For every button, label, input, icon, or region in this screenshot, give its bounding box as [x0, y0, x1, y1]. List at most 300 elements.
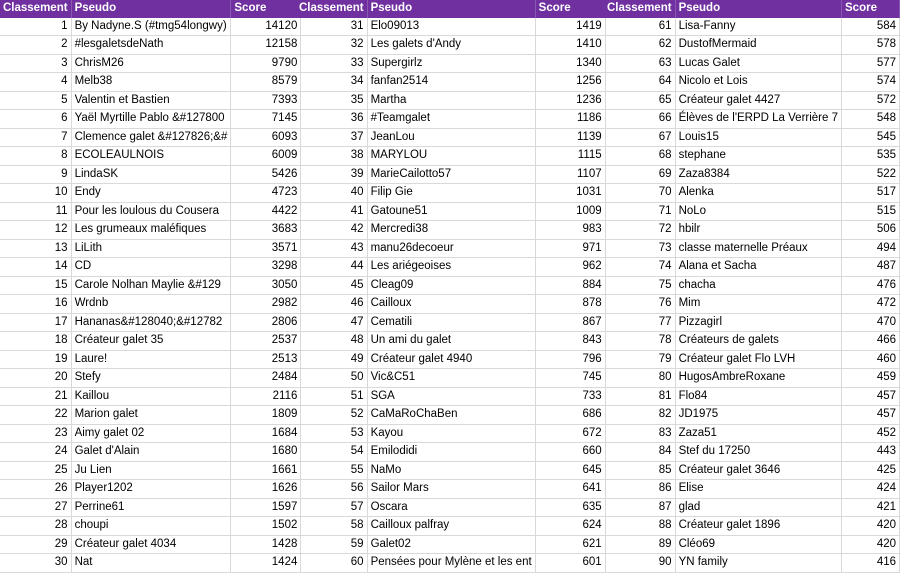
score-cell[interactable]: 9790	[231, 54, 301, 73]
score-cell[interactable]: 3050	[231, 276, 301, 295]
pseudo-cell[interactable]: ChrisM26	[71, 54, 231, 73]
rank-cell[interactable]: 8	[0, 147, 71, 166]
rank-cell[interactable]: 35	[296, 91, 367, 110]
pseudo-cell[interactable]: choupi	[71, 517, 231, 536]
table-row	[0, 313, 301, 332]
score-cell[interactable]: 574	[842, 73, 900, 92]
rank-cell[interactable]: 77	[604, 313, 675, 332]
rank-cell[interactable]: 3	[0, 54, 71, 73]
score-cell[interactable]: 1597	[231, 498, 301, 517]
score-cell[interactable]: 572	[842, 91, 900, 110]
score-cell[interactable]: 1424	[231, 554, 301, 573]
rank-cell[interactable]: 15	[0, 276, 71, 295]
rank-cell[interactable]: 58	[296, 517, 367, 536]
score-cell[interactable]: 476	[842, 276, 900, 295]
rank-cell[interactable]: 26	[0, 480, 71, 499]
rank-cell[interactable]: 32	[296, 36, 367, 55]
table-row	[0, 258, 301, 277]
rank-cell[interactable]: 88	[604, 517, 675, 536]
score-cell[interactable]: 466	[842, 332, 900, 351]
rank-cell[interactable]: 80	[604, 369, 675, 388]
pseudo-cell[interactable]: Pizzagirl	[675, 313, 841, 332]
rank-cell[interactable]: 24	[0, 443, 71, 462]
pseudo-cell[interactable]: Carole Nolhan Maylie &#129	[71, 276, 231, 295]
rank-cell[interactable]: 90	[604, 554, 675, 573]
rank-cell[interactable]: 30	[0, 554, 71, 573]
rank-cell[interactable]: 36	[296, 110, 367, 129]
score-cell[interactable]: 517	[842, 184, 900, 203]
score-cell[interactable]: 1186	[535, 110, 605, 129]
score-cell[interactable]: 3571	[231, 239, 301, 258]
score-cell[interactable]: 578	[842, 36, 900, 55]
score-cell[interactable]: 1236	[535, 91, 605, 110]
rank-cell[interactable]: 86	[604, 480, 675, 499]
score-cell[interactable]: 472	[842, 295, 900, 314]
rank-cell[interactable]: 48	[296, 332, 367, 351]
rank-cell[interactable]: 13	[0, 239, 71, 258]
pseudo-cell[interactable]: Galet02	[367, 535, 535, 554]
column-header-score[interactable]: Score	[842, 0, 900, 18]
rank-cell[interactable]: 12	[0, 221, 71, 240]
rank-cell[interactable]: 42	[296, 221, 367, 240]
score-cell[interactable]: 2484	[231, 369, 301, 388]
rank-cell[interactable]: 10	[0, 184, 71, 203]
header-row	[296, 0, 605, 18]
pseudo-cell[interactable]: HugosAmbreRoxane	[675, 369, 841, 388]
table-row	[0, 332, 301, 351]
rank-cell[interactable]: 5	[0, 91, 71, 110]
pseudo-cell[interactable]: Créateurs de galets	[675, 332, 841, 351]
pseudo-cell[interactable]: Zaza8384	[675, 165, 841, 184]
pseudo-cell[interactable]: Ju Lien	[71, 461, 231, 480]
pseudo-cell[interactable]: Kayou	[367, 424, 535, 443]
pseudo-cell[interactable]: manu26decoeur	[367, 239, 535, 258]
table-row	[604, 406, 900, 425]
rank-cell[interactable]: 28	[0, 517, 71, 536]
score-cell[interactable]: 460	[842, 350, 900, 369]
pseudo-cell[interactable]: Pour les loulous du Cousera	[71, 202, 231, 221]
pseudo-cell[interactable]: Elise	[675, 480, 841, 499]
pseudo-cell[interactable]: stephane	[675, 147, 841, 166]
rank-cell[interactable]: 76	[604, 295, 675, 314]
column-header-pseudo[interactable]: Pseudo	[675, 0, 841, 18]
pseudo-cell[interactable]: Galet d'Alain	[71, 443, 231, 462]
rank-cell[interactable]: 85	[604, 461, 675, 480]
rank-cell[interactable]: 82	[604, 406, 675, 425]
score-cell[interactable]: 420	[842, 535, 900, 554]
pseudo-cell[interactable]: Wrdnb	[71, 295, 231, 314]
score-cell[interactable]: 1115	[535, 147, 605, 166]
rank-cell[interactable]: 87	[604, 498, 675, 517]
score-cell[interactable]: 522	[842, 165, 900, 184]
rank-cell[interactable]: 83	[604, 424, 675, 443]
pseudo-cell[interactable]: JD1975	[675, 406, 841, 425]
pseudo-cell[interactable]: Nicolo et Lois	[675, 73, 841, 92]
pseudo-cell[interactable]: Cléo69	[675, 535, 841, 554]
score-cell[interactable]: 1340	[535, 54, 605, 73]
pseudo-cell[interactable]: Stef du 17250	[675, 443, 841, 462]
pseudo-cell[interactable]: Pensées pour Mylène et les ent	[367, 554, 535, 573]
pseudo-cell[interactable]: Louis15	[675, 128, 841, 147]
pseudo-cell[interactable]: MARYLOU	[367, 147, 535, 166]
pseudo-cell[interactable]: Un ami du galet	[367, 332, 535, 351]
rank-cell[interactable]: 20	[0, 369, 71, 388]
pseudo-cell[interactable]: Créateur galet 3646	[675, 461, 841, 480]
pseudo-cell[interactable]: Martha	[367, 91, 535, 110]
table-row	[296, 276, 605, 295]
score-cell[interactable]: 796	[535, 350, 605, 369]
pseudo-cell[interactable]: Cailloux	[367, 295, 535, 314]
score-cell[interactable]: 1626	[231, 480, 301, 499]
pseudo-cell[interactable]: Laure!	[71, 350, 231, 369]
rank-cell[interactable]: 18	[0, 332, 71, 351]
rank-cell[interactable]: 37	[296, 128, 367, 147]
score-cell[interactable]: 1031	[535, 184, 605, 203]
rank-cell[interactable]: 49	[296, 350, 367, 369]
pseudo-cell[interactable]: Endy	[71, 184, 231, 203]
score-cell[interactable]: 548	[842, 110, 900, 129]
pseudo-cell[interactable]: Perrine61	[71, 498, 231, 517]
table-row	[604, 165, 900, 184]
score-cell[interactable]: 577	[842, 54, 900, 73]
pseudo-cell[interactable]: JeanLou	[367, 128, 535, 147]
pseudo-cell[interactable]: chacha	[675, 276, 841, 295]
rank-cell[interactable]: 2	[0, 36, 71, 55]
score-cell[interactable]: 506	[842, 221, 900, 240]
rank-cell[interactable]: 31	[296, 18, 367, 36]
pseudo-cell[interactable]: Gatoune51	[367, 202, 535, 221]
score-cell[interactable]: 424	[842, 480, 900, 499]
table-row	[604, 535, 900, 554]
score-cell[interactable]: 2537	[231, 332, 301, 351]
score-cell[interactable]: 1680	[231, 443, 301, 462]
pseudo-cell[interactable]: Cleag09	[367, 276, 535, 295]
rank-cell[interactable]: 6	[0, 110, 71, 129]
pseudo-cell[interactable]: LindaSK	[71, 165, 231, 184]
rank-cell[interactable]: 29	[0, 535, 71, 554]
rank-cell[interactable]: 67	[604, 128, 675, 147]
pseudo-cell[interactable]: Alana et Sacha	[675, 258, 841, 277]
rank-cell[interactable]: 16	[0, 295, 71, 314]
score-cell[interactable]: 962	[535, 258, 605, 277]
table-row	[604, 276, 900, 295]
rank-cell[interactable]: 78	[604, 332, 675, 351]
column-header-rank[interactable]: Classement	[296, 0, 367, 18]
pseudo-cell[interactable]: glad	[675, 498, 841, 517]
rank-cell[interactable]: 65	[604, 91, 675, 110]
rank-cell[interactable]: 47	[296, 313, 367, 332]
rank-cell[interactable]: 60	[296, 554, 367, 573]
rank-cell[interactable]: 46	[296, 295, 367, 314]
score-cell[interactable]: 584	[842, 18, 900, 36]
table-row	[0, 73, 301, 92]
score-cell[interactable]: 2982	[231, 295, 301, 314]
score-cell[interactable]: 1256	[535, 73, 605, 92]
pseudo-cell[interactable]: Aimy galet 02	[71, 424, 231, 443]
score-cell[interactable]: 635	[535, 498, 605, 517]
score-cell[interactable]: 1139	[535, 128, 605, 147]
score-cell[interactable]: 601	[535, 554, 605, 573]
rank-cell[interactable]: 89	[604, 535, 675, 554]
score-cell[interactable]: 686	[535, 406, 605, 425]
pseudo-cell[interactable]: Lisa-Fanny	[675, 18, 841, 36]
pseudo-cell[interactable]: Zaza51	[675, 424, 841, 443]
score-cell[interactable]: 3683	[231, 221, 301, 240]
rank-cell[interactable]: 34	[296, 73, 367, 92]
column-header-score[interactable]: Score	[231, 0, 301, 18]
table-row	[0, 110, 301, 129]
rank-cell[interactable]: 71	[604, 202, 675, 221]
rank-cell[interactable]: 69	[604, 165, 675, 184]
rank-cell[interactable]: 27	[0, 498, 71, 517]
rank-cell[interactable]: 64	[604, 73, 675, 92]
pseudo-cell[interactable]: Les grumeaux maléfiques	[71, 221, 231, 240]
table-row	[604, 443, 900, 462]
score-cell[interactable]: 1410	[535, 36, 605, 55]
pseudo-cell[interactable]: DustofMermaid	[675, 36, 841, 55]
rank-cell[interactable]: 17	[0, 313, 71, 332]
pseudo-cell[interactable]: Créateur galet 4940	[367, 350, 535, 369]
table-row	[0, 480, 301, 499]
rank-cell[interactable]: 56	[296, 480, 367, 499]
rank-cell[interactable]: 62	[604, 36, 675, 55]
pseudo-cell[interactable]: Les ariégeoises	[367, 258, 535, 277]
score-cell[interactable]: 416	[842, 554, 900, 573]
score-cell[interactable]: 420	[842, 517, 900, 536]
rank-cell[interactable]: 66	[604, 110, 675, 129]
pseudo-cell[interactable]: NaMo	[367, 461, 535, 480]
rank-cell[interactable]: 39	[296, 165, 367, 184]
pseudo-cell[interactable]: Clemence galet &#127826;&#	[71, 128, 231, 147]
score-cell[interactable]: 6009	[231, 147, 301, 166]
pseudo-cell[interactable]: Oscara	[367, 498, 535, 517]
score-cell[interactable]: 5426	[231, 165, 301, 184]
pseudo-cell[interactable]: MarieCailotto57	[367, 165, 535, 184]
pseudo-cell[interactable]: Créateur galet 4427	[675, 91, 841, 110]
pseudo-cell[interactable]: #Teamgalet	[367, 110, 535, 129]
pseudo-cell[interactable]: Cematili	[367, 313, 535, 332]
pseudo-cell[interactable]: LiLith	[71, 239, 231, 258]
score-cell[interactable]: 660	[535, 443, 605, 462]
score-cell[interactable]: 843	[535, 332, 605, 351]
score-cell[interactable]: 12158	[231, 36, 301, 55]
pseudo-cell[interactable]: Créateur galet Flo LVH	[675, 350, 841, 369]
rank-cell[interactable]: 75	[604, 276, 675, 295]
pseudo-cell[interactable]: Supergirlz	[367, 54, 535, 73]
pseudo-cell[interactable]: Créateur galet 4034	[71, 535, 231, 554]
rank-cell[interactable]: 33	[296, 54, 367, 73]
rank-cell[interactable]: 22	[0, 406, 71, 425]
score-cell[interactable]: 1809	[231, 406, 301, 425]
pseudo-cell[interactable]: Emilodidi	[367, 443, 535, 462]
pseudo-cell[interactable]: fanfan2514	[367, 73, 535, 92]
rank-cell[interactable]: 55	[296, 461, 367, 480]
table-row	[0, 54, 301, 73]
rank-cell[interactable]: 41	[296, 202, 367, 221]
rank-cell[interactable]: 81	[604, 387, 675, 406]
pseudo-cell[interactable]: Alenka	[675, 184, 841, 203]
table-row	[296, 350, 605, 369]
score-cell[interactable]: 4422	[231, 202, 301, 221]
rank-cell[interactable]: 40	[296, 184, 367, 203]
table-row	[296, 535, 605, 554]
score-cell[interactable]: 1684	[231, 424, 301, 443]
column-header-pseudo[interactable]: Pseudo	[367, 0, 535, 18]
rank-cell[interactable]: 1	[0, 18, 71, 36]
score-cell[interactable]: 443	[842, 443, 900, 462]
pseudo-cell[interactable]: Vic&C51	[367, 369, 535, 388]
score-cell[interactable]: 8579	[231, 73, 301, 92]
rank-cell[interactable]: 84	[604, 443, 675, 462]
rank-cell[interactable]: 38	[296, 147, 367, 166]
score-cell[interactable]: 1428	[231, 535, 301, 554]
rank-cell[interactable]: 72	[604, 221, 675, 240]
pseudo-cell[interactable]: Stefy	[71, 369, 231, 388]
score-cell[interactable]: 971	[535, 239, 605, 258]
rank-cell[interactable]: 19	[0, 350, 71, 369]
rank-cell[interactable]: 23	[0, 424, 71, 443]
rank-cell[interactable]: 25	[0, 461, 71, 480]
score-cell[interactable]: 672	[535, 424, 605, 443]
rank-cell[interactable]: 11	[0, 202, 71, 221]
pseudo-cell[interactable]: classe maternelle Préaux	[675, 239, 841, 258]
score-cell[interactable]: 515	[842, 202, 900, 221]
score-cell[interactable]: 2806	[231, 313, 301, 332]
rank-cell[interactable]: 53	[296, 424, 367, 443]
pseudo-cell[interactable]: Kaillou	[71, 387, 231, 406]
table-row	[0, 91, 301, 110]
pseudo-cell[interactable]: CD	[71, 258, 231, 277]
score-cell[interactable]: 2116	[231, 387, 301, 406]
column-header-rank[interactable]: Classement	[604, 0, 675, 18]
pseudo-cell[interactable]: Mim	[675, 295, 841, 314]
rank-cell[interactable]: 61	[604, 18, 675, 36]
score-cell[interactable]: 457	[842, 406, 900, 425]
score-cell[interactable]: 645	[535, 461, 605, 480]
pseudo-cell[interactable]: Cailloux palfray	[367, 517, 535, 536]
pseudo-cell[interactable]: SGA	[367, 387, 535, 406]
score-cell[interactable]: 421	[842, 498, 900, 517]
score-cell[interactable]: 983	[535, 221, 605, 240]
score-cell[interactable]: 624	[535, 517, 605, 536]
score-cell[interactable]: 14120	[231, 18, 301, 36]
rank-cell[interactable]: 59	[296, 535, 367, 554]
pseudo-cell[interactable]: Les galets d'Andy	[367, 36, 535, 55]
pseudo-cell[interactable]: Créateur galet 35	[71, 332, 231, 351]
pseudo-cell[interactable]: Sailor Mars	[367, 480, 535, 499]
pseudo-cell[interactable]: Yaël Myrtille Pablo &#127800	[71, 110, 231, 129]
column-header-pseudo[interactable]: Pseudo	[71, 0, 231, 18]
score-cell[interactable]: 545	[842, 128, 900, 147]
score-cell[interactable]: 487	[842, 258, 900, 277]
pseudo-cell[interactable]: Valentin et Bastien	[71, 91, 231, 110]
pseudo-cell[interactable]: Filip Gie	[367, 184, 535, 203]
score-cell[interactable]: 470	[842, 313, 900, 332]
score-cell[interactable]: 733	[535, 387, 605, 406]
pseudo-cell[interactable]: ECOLEAULNOIS	[71, 147, 231, 166]
leaderboard-block-2	[296, 0, 606, 573]
rank-cell[interactable]: 44	[296, 258, 367, 277]
rank-cell[interactable]: 43	[296, 239, 367, 258]
pseudo-cell[interactable]: hbilr	[675, 221, 841, 240]
score-cell[interactable]: 1107	[535, 165, 605, 184]
rank-cell[interactable]: 68	[604, 147, 675, 166]
pseudo-cell[interactable]: Lucas Galet	[675, 54, 841, 73]
pseudo-cell[interactable]: Mercredi38	[367, 221, 535, 240]
pseudo-cell[interactable]: Flo84	[675, 387, 841, 406]
pseudo-cell[interactable]: Hananas&#128040;&#12782	[71, 313, 231, 332]
score-cell[interactable]: 535	[842, 147, 900, 166]
score-cell[interactable]: 1419	[535, 18, 605, 36]
score-cell[interactable]: 452	[842, 424, 900, 443]
score-cell[interactable]: 745	[535, 369, 605, 388]
rank-cell[interactable]: 52	[296, 406, 367, 425]
score-cell[interactable]: 425	[842, 461, 900, 480]
pseudo-cell[interactable]: By Nadyne.S (#tmg54longwy)	[71, 18, 231, 36]
rank-cell[interactable]: 21	[0, 387, 71, 406]
score-cell[interactable]: 7393	[231, 91, 301, 110]
pseudo-cell[interactable]: CaMaRoChaBen	[367, 406, 535, 425]
rank-cell[interactable]: 7	[0, 128, 71, 147]
pseudo-cell[interactable]: Nat	[71, 554, 231, 573]
score-cell[interactable]: 7145	[231, 110, 301, 129]
score-cell[interactable]: 878	[535, 295, 605, 314]
rank-cell[interactable]: 70	[604, 184, 675, 203]
score-cell[interactable]: 4723	[231, 184, 301, 203]
score-cell[interactable]: 1661	[231, 461, 301, 480]
score-cell[interactable]: 621	[535, 535, 605, 554]
column-header-rank[interactable]: Classement	[0, 0, 71, 18]
rank-cell[interactable]: 45	[296, 276, 367, 295]
pseudo-cell[interactable]: #lesgaletsdeNath	[71, 36, 231, 55]
rank-cell[interactable]: 79	[604, 350, 675, 369]
table-row	[604, 295, 900, 314]
rank-cell[interactable]: 74	[604, 258, 675, 277]
pseudo-cell[interactable]: Melb38	[71, 73, 231, 92]
score-cell[interactable]: 641	[535, 480, 605, 499]
pseudo-cell[interactable]: NoLo	[675, 202, 841, 221]
rank-cell[interactable]: 14	[0, 258, 71, 277]
score-cell[interactable]: 1009	[535, 202, 605, 221]
column-header-score[interactable]: Score	[535, 0, 605, 18]
rank-cell[interactable]: 54	[296, 443, 367, 462]
score-cell[interactable]: 6093	[231, 128, 301, 147]
rank-cell[interactable]: 9	[0, 165, 71, 184]
score-cell[interactable]: 1502	[231, 517, 301, 536]
pseudo-cell[interactable]: Élèves de l'ERPD La Verrière 7	[675, 110, 841, 129]
score-cell[interactable]: 2513	[231, 350, 301, 369]
score-cell[interactable]: 867	[535, 313, 605, 332]
score-cell[interactable]: 459	[842, 369, 900, 388]
pseudo-cell[interactable]: Créateur galet 1896	[675, 517, 841, 536]
table-row	[604, 258, 900, 277]
rank-cell[interactable]: 63	[604, 54, 675, 73]
rank-cell[interactable]: 57	[296, 498, 367, 517]
table-row	[0, 424, 301, 443]
rank-cell[interactable]: 50	[296, 369, 367, 388]
pseudo-cell[interactable]: Elo09013	[367, 18, 535, 36]
score-cell[interactable]: 494	[842, 239, 900, 258]
rank-cell[interactable]: 73	[604, 239, 675, 258]
pseudo-cell[interactable]: YN family	[675, 554, 841, 573]
pseudo-cell[interactable]: Marion galet	[71, 406, 231, 425]
score-cell[interactable]: 884	[535, 276, 605, 295]
rank-cell[interactable]: 51	[296, 387, 367, 406]
rank-cell[interactable]: 4	[0, 73, 71, 92]
pseudo-cell[interactable]: Player1202	[71, 480, 231, 499]
score-cell[interactable]: 457	[842, 387, 900, 406]
score-cell[interactable]: 3298	[231, 258, 301, 277]
